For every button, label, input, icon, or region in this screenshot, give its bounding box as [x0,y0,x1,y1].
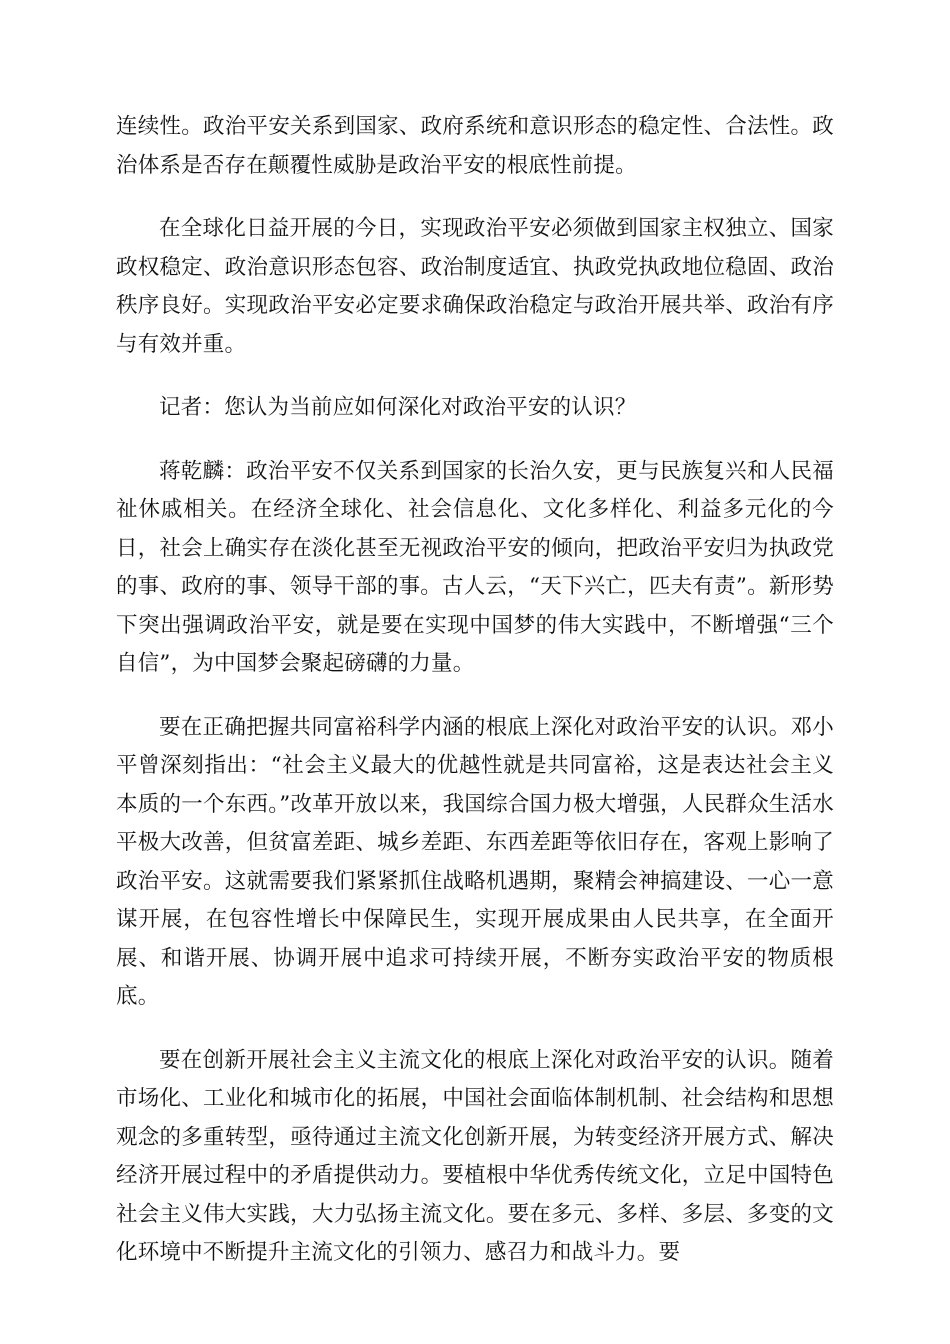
paragraph-interviewee-answer: 蒋乾麟：政治平安不仅关系到国家的长治久安，更与民族复兴和人民福祉休戚相关。在经济全球化、社会信息化、文化多样化、利益多元化的今日，社会上确实存在淡化甚至无视政治平安的倾向，把政治平安归为执政党的事、政府的事、领导干部的事。古人云，“天下兴亡，匹夫有责”。新形势下突出强调政治平安，就是要在实现中国梦的伟大实践中，不断增强“三个自信”，为中国梦会聚起磅礴的力量。 [116,458,834,676]
document-page [116,108,834,1273]
paragraph-common-prosperity: 要在正确把握共同富裕科学内涵的根底上深化对政治平安的认识。邓小平曾深刻指出：“社会主义最大的优越性就是共同富裕，这是表达社会主义本质的一个东西。”改革开放以来，我国综合国力极大增强，人民群众生活水平极大改善，但贫富差距、城乡差距、东西差距等依旧存在，客观上影响了政治平安。这就需要我们紧紧抓住战略机遇期，聚精会神搞建设、一心一意谋开展，在包容性增长中保障民生，实现开展成果由人民共享，在全面开展、和谐开展、协调开展中追求可持续开展，不断夯实政治平安的物质根底。 [116,714,834,1009]
paragraph-reporter-question: 记者：您认为当前应如何深化对政治平安的认识？ [159,395,637,420]
paragraph-globalization: 在全球化日益开展的今日，实现政治平安必须做到国家主权独立、国家政权稳定、政治意识形态包容、政治制度适宜、执政党执政地位稳固、政治秩序良好。实现政治平安必定要求确保政治稳定与政治开展共举、政治有序与有效并重。 [116,216,834,357]
paragraph-continuation: 连续性。政治平安关系到国家、政府系统和意识形态的稳定性、合法性。政治体系是否存在颠覆性威胁是政治平安的根底性前提。 [116,114,834,178]
paragraph-mainstream-culture: 要在创新开展社会主义主流文化的根底上深化对政治平安的认识。随着市场化、工业化和城市化的拓展，中国社会面临体制机制、社会结构和思想观念的多重转型，亟待通过主流文化创新开展，为转变经济开展方式、解决经济开展过程中的矛盾提供动力。要植根中华优秀传统文化，立足中国特色社会主义伟大实践，大力弘扬主流文化。要在多元、多样、多层、多变的文化环境中不断提升主流文化的引领力、感召力和战斗力。要 [116,1047,834,1265]
